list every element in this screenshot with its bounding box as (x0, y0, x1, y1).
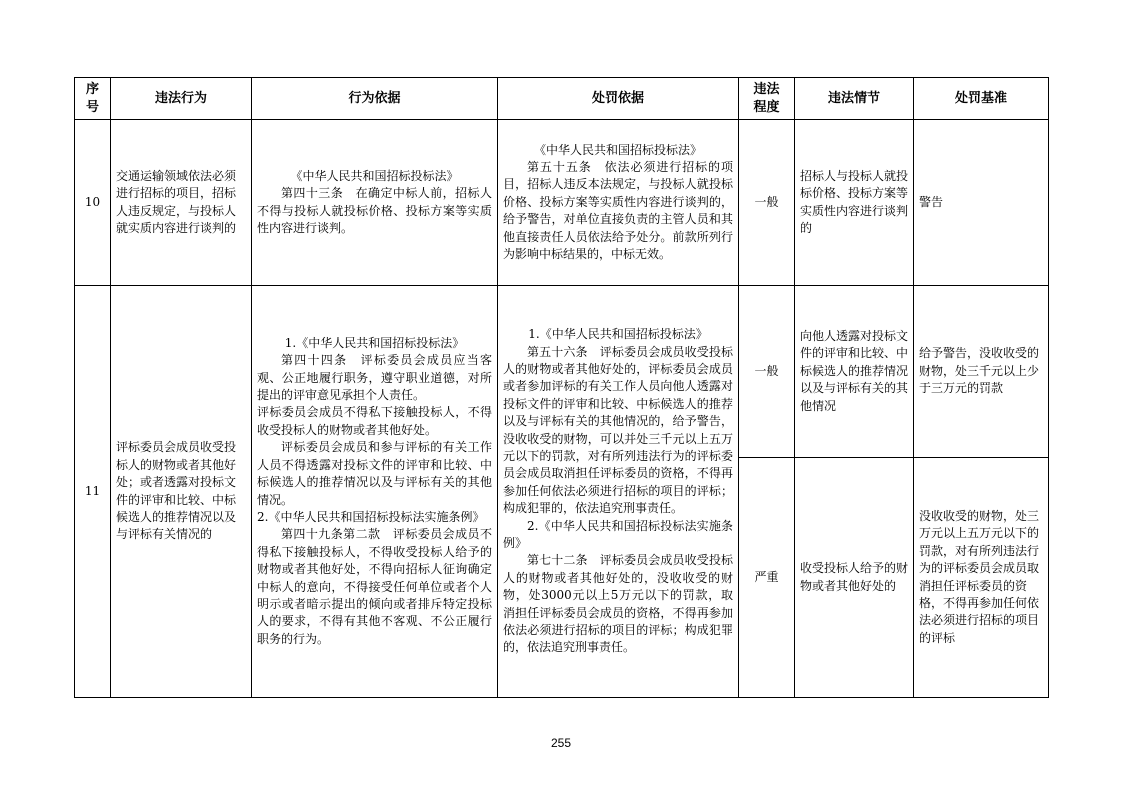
row11-penalty-basis-p2: 第五十六条 评标委员会成员收受投标人的财物或者其他好处的，评标委员会成员或者参加评标的有关工作人员向他人透露对投标文件的评审和比较、中标候选人的推荐以及与评标有关的其他情况的，给予警告，没收收受的财物，可以并处三千元以上五万元以下的罚款，对有所列违法行为的评标委员会成员取消担任评标委员的资格，不得再参加任何依法必须进行招标的项目的评标；构成犯罪的，依法追究刑事责任。 (503, 344, 733, 516)
row11-conduct-basis-p5: 2.《中华人民共和国招标投标法实施条例》 (257, 509, 485, 524)
header-serial-number: 序 号 (75, 78, 111, 120)
header-penalty-basis: 处罚依据 (498, 78, 739, 120)
row10-standard: 警告 (914, 120, 1049, 286)
row11-penalty-basis-p3: 2.《中华人民共和国招标投标法实施条例》 (503, 518, 733, 551)
row10-conduct-basis-title: 《中华人民共和国招标投标法》 (290, 168, 459, 183)
row11-conduct-basis (252, 286, 498, 698)
row11b-degree: 严重 (739, 458, 795, 698)
row11-penalty-basis-p4: 第七十二条 评标委员会成员收受投标人的财物或者其他好处的，没收收受的财物，处3000元以上5万元以下的罚款，取消担任评标委员会成员的资格，不得再参加依法必须进行招标的项目的评标；构成犯罪的，依法追究刑事责任。 (503, 553, 733, 655)
row11-conduct-basis-p6: 第四十九条第二款 评标委员会成员不得私下接触投标人，不得收受投标人给予的财物或者其他好处，不得向招标人征询确定中标人的意向，不得接受任何单位或者个人明示或者暗示提出的倾向或者排斥特定投标人的要求，不得有其他不客观、不公正履行职务的行为。 (257, 527, 492, 646)
table-header-row (75, 78, 1049, 120)
row11-conduct-basis-p2: 第四十四条 评标委员会成员应当客观、公正地履行职务，遵守职业道德，对所提出的评审意见承担个人责任。 (257, 353, 492, 403)
row11-conduct-basis-p1: 1.《中华人民共和国招标投标法》 (284, 335, 465, 350)
row10-conduct-basis-text: 第四十三条 在确定中标人前，招标人不得与投标人就投标价格、投标方案等实质性内容进行谈判。 (257, 186, 492, 235)
row11b-circumstance: 收受投标人给予的财物或者其他好处的 (795, 458, 914, 698)
row10-penalty-basis (498, 120, 739, 286)
header-degree: 违法 程度 (739, 78, 795, 120)
row11-penalty-basis-p1: 1.《中华人民共和国招标投标法》 (528, 327, 708, 342)
row11b-standard: 没收收受的财物，处三万元以上五万元以下的罚款，对有所列违法行为的评标委员会成员取消担任评标委员的资格，不得再参加任何依法必须进行招标的项目的评标 (914, 458, 1049, 698)
row10-violation: 交通运输领域依法必须进行招标的项目，招标人违反规定，与投标人就实质内容进行谈判的 (111, 120, 252, 286)
row10-degree: 一般 (739, 120, 795, 286)
row10-circumstance: 招标人与投标人就投标价格、投标方案等实质性内容进行谈判的 (795, 120, 914, 286)
row10-number: 10 (75, 120, 111, 286)
header-circumstance: 违法情节 (795, 78, 914, 120)
page-number: 255 (550, 736, 572, 750)
table-row-10 (75, 120, 1049, 286)
row11-penalty-basis (498, 286, 739, 698)
row11-conduct-basis-p3: 评标委员会成员不得私下接触投标人，不得收受投标人的财物或者其他好处。 (257, 405, 492, 437)
header-penalty-standard: 处罚基准 (914, 78, 1049, 120)
row10-penalty-basis-title: 《中华人民共和国招标投标法》 (533, 142, 702, 157)
row11a-standard: 给予警告，没收收受的财物，处三千元以上少于三万元的罚款 (914, 286, 1049, 458)
penalty-standard-table (74, 77, 1049, 698)
header-conduct-basis: 行为依据 (252, 78, 498, 120)
header-violation: 违法行为 (111, 78, 252, 120)
row11-number: 11 (75, 286, 111, 698)
row11-violation: 评标委员会成员收受投标人的财物或者其他好处；或者透露对投标文件的评审和比较、中标候选人的推荐情况以及与评标有关情况的 (111, 286, 252, 698)
row11a-circumstance: 向他人透露对投标文件的评审和比较、中标候选人的推荐情况以及与评标有关的其他情况 (795, 286, 914, 458)
row10-conduct-basis (252, 120, 498, 286)
row10-penalty-basis-text: 第五十五条 依法必须进行招标的项目，招标人违反本法规定，与投标人就投标价格、投标方案等实质性内容进行谈判的，给予警告，对单位直接负责的主管人员和其他直接责任人员依法给予处分。前款所列行为影响中标结果的，中标无效。 (503, 159, 733, 262)
row11-conduct-basis-p4: 评标委员会成员和参与评标的有关工作人员不得透露对投标文件的评审和比较、中标候选人的推荐情况以及与评标有关的其他情况。 (257, 440, 492, 507)
row11a-degree: 一般 (739, 286, 795, 458)
table-row-11a (75, 286, 1049, 458)
